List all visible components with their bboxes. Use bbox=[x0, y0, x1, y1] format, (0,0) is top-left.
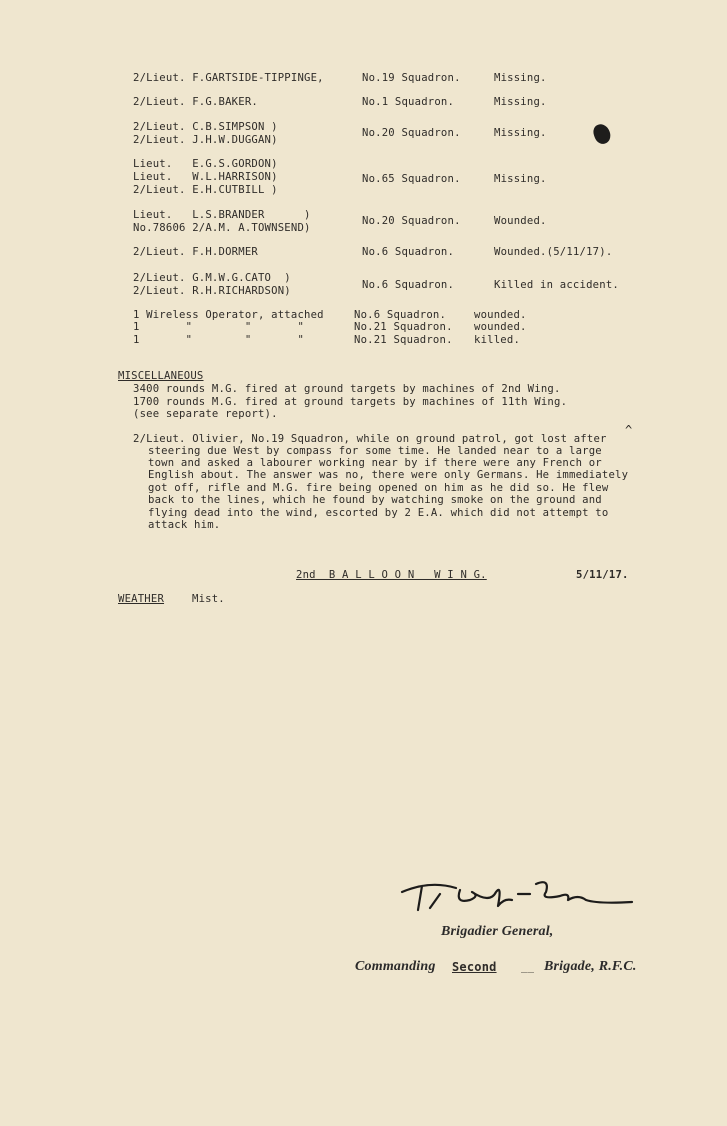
casualty-0-unit: No.19 Squadron. bbox=[362, 72, 461, 84]
incident-line-2: town and asked a labourer working near by if there were any French or bbox=[148, 457, 602, 469]
casualty-1-name: 2/Lieut. F.G.BAKER. bbox=[133, 96, 258, 108]
casualty-3-name-c: 2/Lieut. E.H.CUTBILL ) bbox=[133, 184, 278, 196]
misc-line-1: 1700 rounds M.G. fired at ground targets by machines of 11th Wing. bbox=[133, 396, 568, 408]
casualty-2-status: Missing. bbox=[494, 127, 547, 139]
operator-1-status: wounded. bbox=[474, 321, 527, 333]
operator-2-text: 1 " " " bbox=[133, 334, 305, 346]
casualty-1-unit: No.1 Squadron. bbox=[362, 96, 455, 108]
casualty-4-status: Wounded. bbox=[494, 215, 547, 227]
operator-0-text: 1 Wireless Operator, attached bbox=[133, 309, 324, 321]
miscellaneous-heading: MISCELLANEOUS bbox=[118, 370, 204, 382]
incident-line-1: steering due West by compass for some time. He landed near to a large bbox=[148, 445, 602, 457]
insertion-mark: ^ bbox=[625, 423, 633, 437]
operator-1-unit: No.21 Squadron. bbox=[354, 321, 453, 333]
casualty-0-status: Missing. bbox=[494, 72, 547, 84]
misc-line-0: 3400 rounds M.G. fired at ground targets by machines of 2nd Wing. bbox=[133, 383, 561, 395]
incident-line-3: English about. The answer was no, there were only Germans. He immediately bbox=[148, 469, 629, 481]
balloon-wing-date: 5/11/17. bbox=[576, 569, 629, 581]
casualty-0-name: 2/Lieut. F.GARTSIDE-TIPPINGE, bbox=[133, 72, 324, 84]
casualty-2-name-a: 2/Lieut. C.B.SIMPSON ) bbox=[133, 121, 278, 133]
operator-2-status: killed. bbox=[474, 334, 521, 346]
casualty-4-name-a: Lieut. L.S.BRANDER ) bbox=[133, 209, 311, 221]
incident-line-4: got off, rifle and M.G. fire being opened on him as he did so. He flew bbox=[148, 482, 609, 494]
incident-line-6: flying dead into the wind, escorted by 2 E.A. which did not attempt to bbox=[148, 507, 609, 519]
casualty-5-status: Wounded.(5/11/17). bbox=[494, 246, 613, 258]
weather-value: Mist. bbox=[192, 593, 225, 605]
signoff-blank-line: __ bbox=[521, 961, 535, 973]
casualty-4-unit: No.20 Squadron. bbox=[362, 215, 461, 227]
signoff-commanding-unit: Second bbox=[452, 960, 497, 974]
misc-line-2: (see separate report). bbox=[133, 408, 278, 420]
incident-line-0: 2/Lieut. Olivier, No.19 Squadron, while on ground patrol, got lost after bbox=[133, 433, 607, 445]
casualty-2-unit: No.20 Squadron. bbox=[362, 127, 461, 139]
incident-line-5: back to the lines, which he found by watching smoke on the ground and bbox=[148, 494, 602, 506]
casualty-3-status: Missing. bbox=[494, 173, 547, 185]
casualty-5-unit: No.6 Squadron. bbox=[362, 246, 455, 258]
casualty-1-status: Missing. bbox=[494, 96, 547, 108]
casualty-3-unit: No.65 Squadron. bbox=[362, 173, 461, 185]
signoff-rank: Brigadier General, bbox=[441, 924, 554, 939]
ink-blot bbox=[591, 122, 612, 146]
casualty-6-name-b: 2/Lieut. R.H.RICHARDSON) bbox=[133, 285, 291, 297]
casualty-5-name: 2/Lieut. F.H.DORMER bbox=[133, 246, 258, 258]
operator-0-unit: No.6 Squadron. bbox=[354, 309, 447, 321]
casualty-4-name-b: No.78606 2/A.M. A.TOWNSEND) bbox=[133, 222, 311, 234]
casualty-6-unit: No.6 Squadron. bbox=[362, 279, 455, 291]
signoff-commanding-suffix: Brigade, R.F.C. bbox=[544, 959, 637, 974]
incident-line-7: attack him. bbox=[148, 519, 221, 531]
casualty-2-name-b: 2/Lieut. J.H.W.DUGGAN) bbox=[133, 134, 278, 146]
casualty-6-status: Killed in accident. bbox=[494, 279, 619, 291]
weather-label: WEATHER bbox=[118, 593, 165, 605]
casualty-3-name-b: Lieut. W.L.HARRISON) bbox=[133, 171, 278, 183]
signoff-commanding-prefix: Commanding bbox=[355, 959, 436, 974]
operator-1-text: 1 " " " bbox=[133, 321, 305, 333]
operator-0-status: wounded. bbox=[474, 309, 527, 321]
casualty-3-name-a: Lieut. E.G.S.GORDON) bbox=[133, 158, 278, 170]
balloon-wing-title: 2nd B A L L O O N W I N G. bbox=[296, 569, 487, 581]
handwritten-signature bbox=[400, 870, 640, 920]
casualty-6-name-a: 2/Lieut. G.M.W.G.CATO ) bbox=[133, 272, 291, 284]
operator-2-unit: No.21 Squadron. bbox=[354, 334, 453, 346]
